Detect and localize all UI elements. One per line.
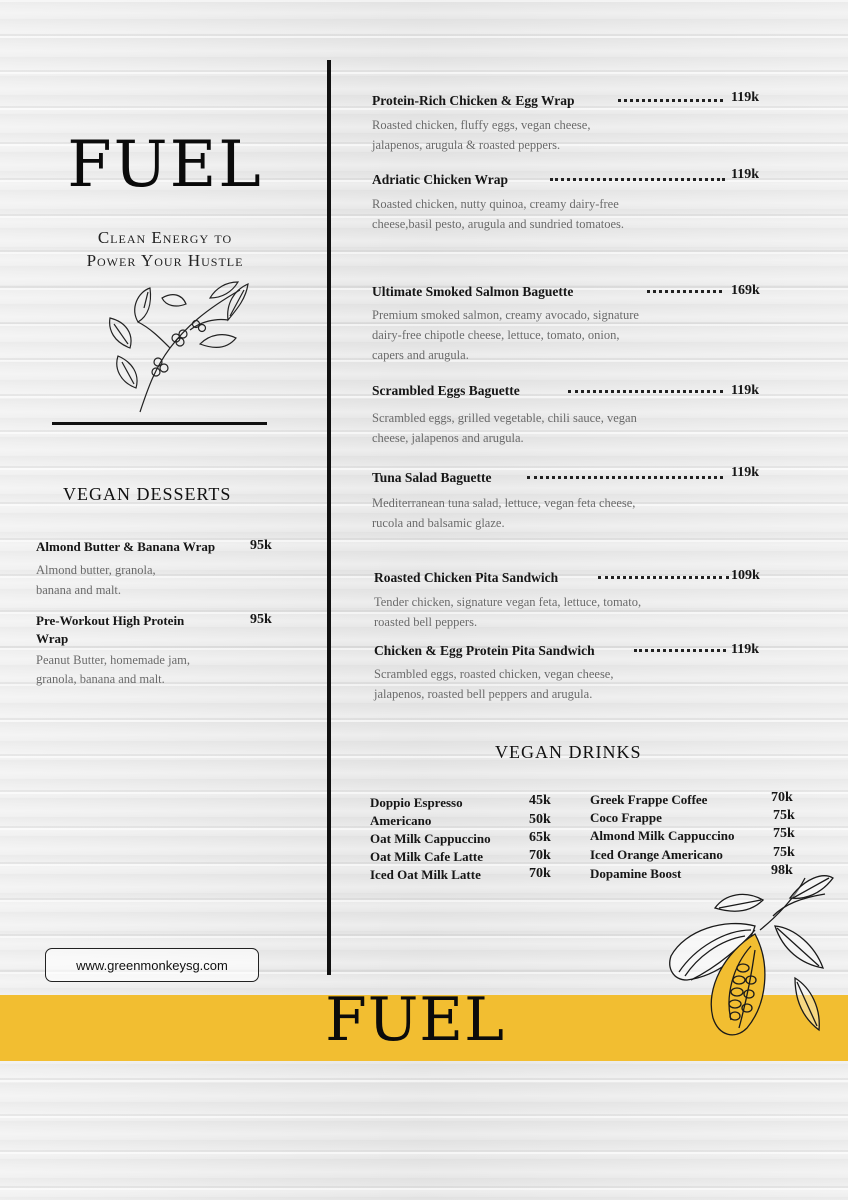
drink-name: Doppio Espresso [370, 795, 463, 810]
menu-item-desc: dairy-free chipotle cheese, lettuce, tomato, onion, [372, 328, 620, 342]
menu-item-name: Protein-Rich Chicken & Egg Wrap [372, 93, 575, 108]
dessert-item-desc: Peanut Butter, homemade jam, [36, 653, 190, 667]
menu-item-price: 119k [731, 167, 760, 182]
drink-name: Oat Milk Cappuccino [370, 831, 491, 846]
menu-item-desc: Roasted chicken, fluffy eggs, vegan cheese, [372, 118, 591, 132]
drink-price: 70k [529, 848, 551, 863]
menu-item-name: Tuna Salad Baguette [372, 470, 492, 485]
drink-name: Iced Oat Milk Latte [370, 867, 481, 882]
dot-leader [550, 178, 725, 181]
menu-item-desc: Scrambled eggs, grilled vegetable, chili sauce, vegan [372, 411, 637, 425]
dessert-item-name: Almond Butter & Banana Wrap [36, 539, 216, 554]
vegan-desserts-heading: VEGAN DESSERTS [63, 484, 232, 504]
menu-item-price: 119k [731, 642, 760, 657]
dessert-item-desc: Almond butter, granola, [36, 563, 156, 577]
menu-item-name: Adriatic Chicken Wrap [372, 172, 509, 187]
dot-leader [598, 576, 729, 579]
tagline-line-2: Power Your Hustle [86, 251, 244, 270]
dot-leader [527, 476, 723, 479]
menu-item-desc: Tender chicken, signature vegan feta, lettuce, tomato, [374, 595, 642, 609]
menu-item-name: Scrambled Eggs Baguette [372, 383, 520, 398]
menu-item-desc: Scrambled eggs, roasted chicken, vegan cheese, [374, 667, 614, 681]
drink-price: 70k [529, 866, 551, 881]
tagline-line-1: Clean Energy to [97, 228, 233, 247]
menu-item-price: 119k [731, 465, 760, 480]
menu-item-desc: roasted bell peppers. [374, 615, 478, 629]
dessert-item-desc: banana and malt. [36, 583, 122, 597]
menu-item-desc: cheese, jalapenos and arugula. [372, 431, 524, 445]
dessert-item-price: 95k [250, 538, 272, 553]
drink-name: Dopamine Boost [590, 866, 682, 881]
menu-item-desc: jalapenos, arugula & roasted peppers. [372, 138, 561, 152]
dessert-item-price: 95k [250, 612, 272, 627]
drink-price: 75k [773, 845, 795, 860]
menu-item-desc: capers and arugula. [372, 348, 469, 362]
footer-title: FUEL [325, 985, 505, 1055]
center-divider-line [327, 60, 331, 975]
drink-price: 75k [773, 808, 795, 823]
menu-item-price: 169k [731, 283, 760, 298]
dot-leader [647, 290, 722, 293]
drink-name: Iced Orange Americano [590, 847, 723, 862]
drink-name: Almond Milk Cappuccino [590, 828, 735, 843]
vegan-drinks-heading: VEGAN DRINKS [495, 742, 642, 762]
drink-price: 98k [771, 863, 793, 878]
menu-item-desc: jalapenos, roasted bell peppers and arugula. [374, 687, 593, 701]
cacao-pod-icon [655, 868, 840, 1048]
menu-item-price: 119k [731, 90, 760, 105]
menu-item-name: Chicken & Egg Protein Pita Sandwich [374, 643, 595, 658]
coffee-branch-icon [100, 278, 250, 418]
website-link[interactable]: www.greenmonkeysg.com [45, 948, 259, 982]
drink-price: 45k [529, 793, 551, 808]
menu-item-price: 119k [731, 383, 760, 398]
drink-price: 75k [773, 826, 795, 841]
left-divider-line [52, 422, 267, 425]
dot-leader [634, 649, 726, 652]
menu-item-desc: rucola and balsamic glaze. [372, 516, 505, 530]
menu-item-desc: Premium smoked salmon, creamy avocado, signature [372, 308, 639, 322]
drink-name: Coco Frappe [590, 810, 662, 825]
drink-name: Greek Frappe Coffee [590, 792, 708, 807]
dessert-item-desc: granola, banana and malt. [36, 672, 165, 686]
drink-name: Oat Milk Cafe Latte [370, 849, 484, 864]
drink-name: Americano [370, 813, 432, 828]
menu-item-desc: Mediterranean tuna salad, lettuce, vegan feta cheese, [372, 496, 636, 510]
menu-item-name: Ultimate Smoked Salmon Baguette [372, 284, 574, 299]
drink-price: 70k [771, 790, 793, 805]
dessert-item-name: Wrap [36, 631, 69, 646]
menu-item-price: 109k [731, 568, 760, 583]
drink-price: 65k [529, 830, 551, 845]
dessert-item-name: Pre-Workout High Protein [36, 613, 185, 628]
menu-item-name: Roasted Chicken Pita Sandwich [374, 570, 559, 585]
menu-item-desc: Roasted chicken, nutty quinoa, creamy dairy-free [372, 197, 619, 211]
dot-leader [568, 390, 723, 393]
brand-title: FUEL [67, 128, 263, 202]
dot-leader [618, 99, 723, 102]
menu-item-desc: cheese,basil pesto, arugula and sundried tomatoes. [372, 217, 625, 231]
drink-price: 50k [529, 812, 551, 827]
